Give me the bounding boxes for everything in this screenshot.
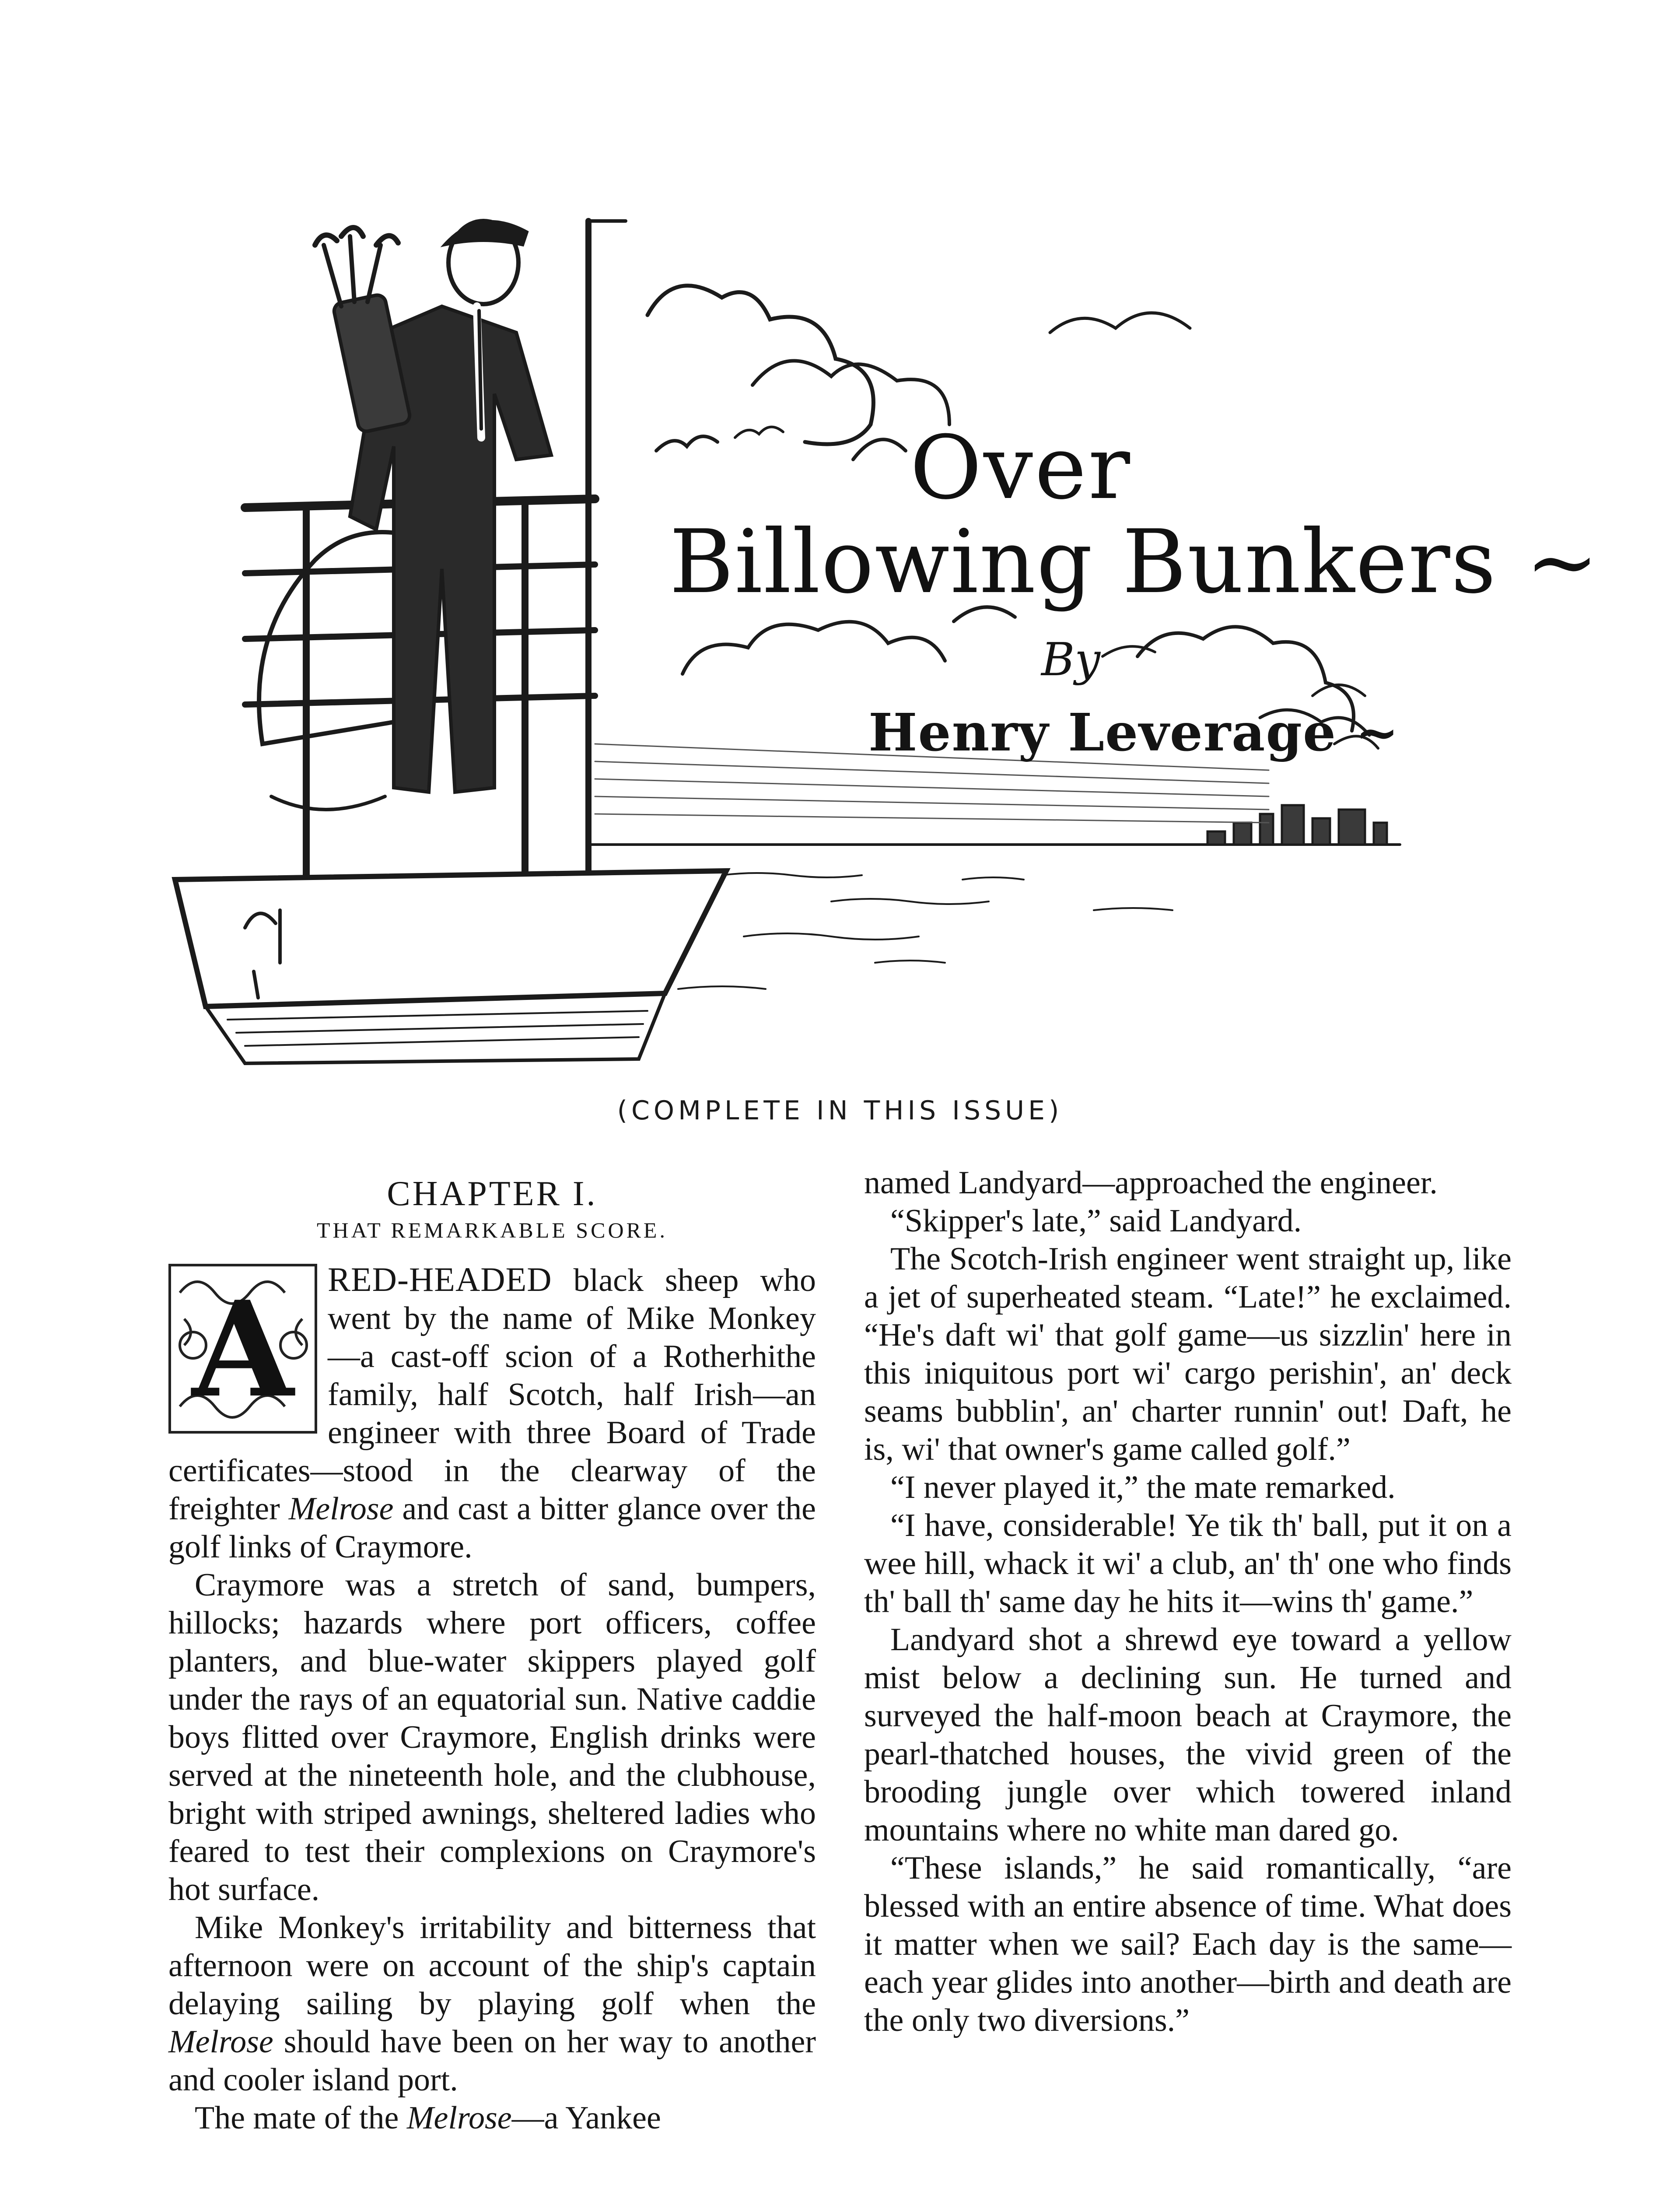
gull	[656, 436, 718, 451]
lead-word: RED-HEADED	[328, 1260, 552, 1298]
cloud	[682, 622, 945, 674]
author-name: Henry Leverage ~	[868, 702, 1400, 763]
paragraph: “I never played it,” the mate remarked.	[890, 1469, 1396, 1505]
cloud	[648, 286, 873, 444]
drop-cap-letter: A	[192, 1272, 294, 1427]
paragraph-text: —a Yankee	[511, 2100, 661, 2136]
paragraph: Landyard shot a shrewd eye toward a yellow mist below a declining sun. He turned and surveyed the half-moon beach at Craymore, the pearl-thatched houses, the vivid green of the brooding jungle over which towered inland mountains where no white man dared go.	[864, 1622, 1512, 1848]
story-title-line-1: Over	[910, 417, 1132, 519]
paragraph-text: black sheep who went by the name of Mike Monkey—a cast-off scion of a Rotherhithe family, half Scotch, half Irish—an engineer with three Board of Trade certificates—stood in the clearway of the freighter	[168, 1262, 816, 1527]
paragraph-text: should have been on her way to another and cooler island port.	[168, 2024, 816, 2098]
byline-prefix: By	[1041, 633, 1101, 686]
paragraph: named Landyard—approached the engineer.	[864, 1165, 1438, 1201]
title-flourish	[853, 439, 906, 459]
paragraph	[168, 1909, 816, 2099]
chapter-heading: CHAPTER I.	[387, 1175, 598, 1213]
issue-note: (COMPLETE IN THIS ISSUE)	[617, 1095, 1063, 1126]
text-column-left	[168, 1173, 816, 2137]
story-title-line-2: Billowing Bunkers ~	[669, 511, 1600, 613]
title-flourish	[1102, 646, 1155, 656]
paragraph: “These islands,” he said romantically, “are blessed with an entire absence of time. What does it matter when we sail? Each day is the same—each year glides into another—birth and death are the only two diversions.”	[864, 1850, 1512, 2038]
ship-name: Melrose	[406, 2100, 512, 2136]
cloud	[1050, 313, 1190, 333]
paragraph: “I have, considerable! Ye tik th' ball, put it on a wee hill, whack it wi' a club, an' th' one who finds th' ball th' same day he hits it—wins th' game.”	[864, 1508, 1512, 1620]
gull	[735, 427, 783, 438]
ship-name: Melrose	[168, 2024, 273, 2060]
paragraph-text: and cast a bitter glance over the golf links of Craymore.	[168, 1491, 816, 1565]
ship-name: Melrose	[288, 1491, 394, 1527]
paragraph-text: The mate of the	[195, 2100, 407, 2136]
cloud	[752, 361, 949, 424]
chapter-subheading: THAT REMARKABLE SCORE.	[317, 1218, 668, 1242]
paragraph: “Skipper's late,” said Landyard.	[890, 1203, 1302, 1239]
paragraph	[168, 2099, 816, 2137]
distant-town	[1208, 805, 1387, 845]
paragraph: The Scotch-Irish engineer went straight up, like a jet of superheated steam. “Late!” he exclaimed. “He's daft wi' that golf game—us sizzlin' here in this iniquitous port wi' cargo perishin', an' deck seams bubblin', an' charter runnin' out! Daft, he is, wi' that owner's game called golf.”	[864, 1241, 1512, 1467]
paragraph-text: Mike Monkey's irritability and bitterness that afternoon were on account of the ship's captain delaying sailing by playing golf when the	[168, 1910, 816, 2022]
ornamental-drop-cap	[168, 1264, 317, 1434]
paragraph: Craymore was a stretch of sand, bumpers, hillocks; hazards where port officers, coffee planters, and blue-water skippers played golf under the rays of an equatorial sun. Native caddie boys flitted over Craymore, English drinks were served at the nineteenth hole, and the clubhouse, bright with striped awnings, sheltered ladies who feared to test their complexions on Craymore's hot surface.	[168, 1567, 816, 1907]
text-column-right	[864, 1164, 1512, 2040]
